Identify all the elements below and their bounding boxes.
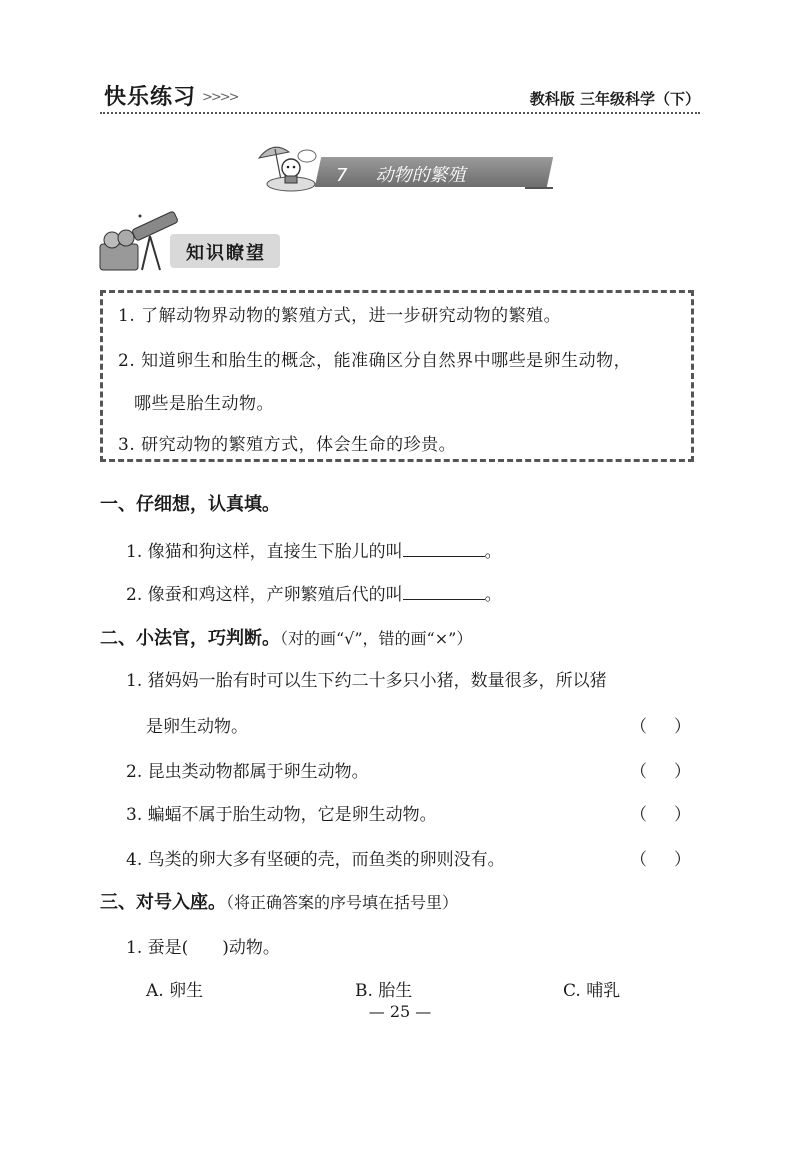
mascot-umbrella-icon bbox=[255, 140, 319, 196]
choice-a[interactable]: A. 卵生 bbox=[146, 981, 204, 1001]
answer-parens[interactable]: （ ） bbox=[630, 717, 691, 737]
answer-parens[interactable]: （ ） bbox=[630, 850, 691, 870]
question-judge-1: 1. 猪妈妈一胎有时可以生下约二十多只小猪，数量很多，所以猪 bbox=[126, 671, 607, 691]
question-choice-1: 1. 蚕是( )动物。 bbox=[126, 938, 280, 958]
answer-parens[interactable]: （ ） bbox=[630, 805, 691, 825]
objective-item: 哪些是胎生动物。 bbox=[134, 394, 274, 414]
answer-blank[interactable] bbox=[403, 539, 485, 557]
objective-item: 1. 了解动物界动物的繁殖方式，进一步研究动物的繁殖。 bbox=[118, 306, 562, 326]
choice-c[interactable]: C. 哺乳 bbox=[563, 981, 621, 1001]
question-judge-4: 4. 鸟类的卵大多有坚硬的壳，而鱼类的卵则没有。 bbox=[126, 850, 505, 870]
section-judge-note: （对的画“√”，错的画“×”） bbox=[280, 629, 473, 648]
question-judge-3: 3. 蝙蝠不属于胎生动物，它是卵生动物。 bbox=[126, 805, 437, 825]
lesson-title bbox=[336, 161, 465, 187]
answer-parens[interactable]: （ ） bbox=[630, 762, 691, 782]
lesson-number: 7 bbox=[336, 165, 348, 186]
question-text: 1. 像猫和狗这样，直接生下胎儿的叫 bbox=[126, 542, 403, 562]
section-fill-in-title: 一、仔细想，认真填。 bbox=[100, 494, 280, 515]
choice-b[interactable]: B. 胎生 bbox=[355, 981, 413, 1001]
question-text: 2. 像蚕和鸡这样，产卵繁殖后代的叫 bbox=[126, 585, 403, 605]
objective-item: 2. 知道卵生和胎生的概念，能准确区分自然界中哪些是卵生动物， bbox=[118, 351, 632, 371]
chevron-right-icon: >>>> bbox=[202, 90, 238, 105]
question-fill-1: 1. 像猫和狗这样，直接生下胎儿的叫 。 bbox=[126, 537, 502, 562]
section-match-title: 三、对号入座。（将正确答案的序号填在括号里） bbox=[100, 892, 459, 913]
lesson-name: 动物的繁殖 bbox=[375, 165, 466, 186]
section-judge-title: 二、小法官，巧判断。（对的画“√”，错的画“×”） bbox=[100, 628, 473, 649]
objective-item: 3. 研究动物的繁殖方式，体会生命的珍贵。 bbox=[118, 435, 457, 455]
header-divider bbox=[100, 112, 700, 114]
answer-blank[interactable] bbox=[403, 582, 485, 600]
question-fill-2: 2. 像蚕和鸡这样，产卵繁殖后代的叫 。 bbox=[126, 580, 502, 605]
edition-label: 教科版 三年级科学（下） bbox=[529, 90, 700, 108]
question-judge-1-cont: 是卵生动物。 bbox=[146, 717, 248, 737]
knowledge-title: 知识瞭望 bbox=[186, 243, 266, 264]
series-title: 快乐练习 bbox=[104, 85, 197, 110]
section-match-note: （将正确答案的序号填在括号里） bbox=[226, 893, 459, 912]
banner-underline bbox=[525, 187, 553, 189]
page-number: — 25 — bbox=[368, 1002, 432, 1021]
question-judge-2: 2. 昆虫类动物都属于卵生动物。 bbox=[126, 762, 369, 782]
